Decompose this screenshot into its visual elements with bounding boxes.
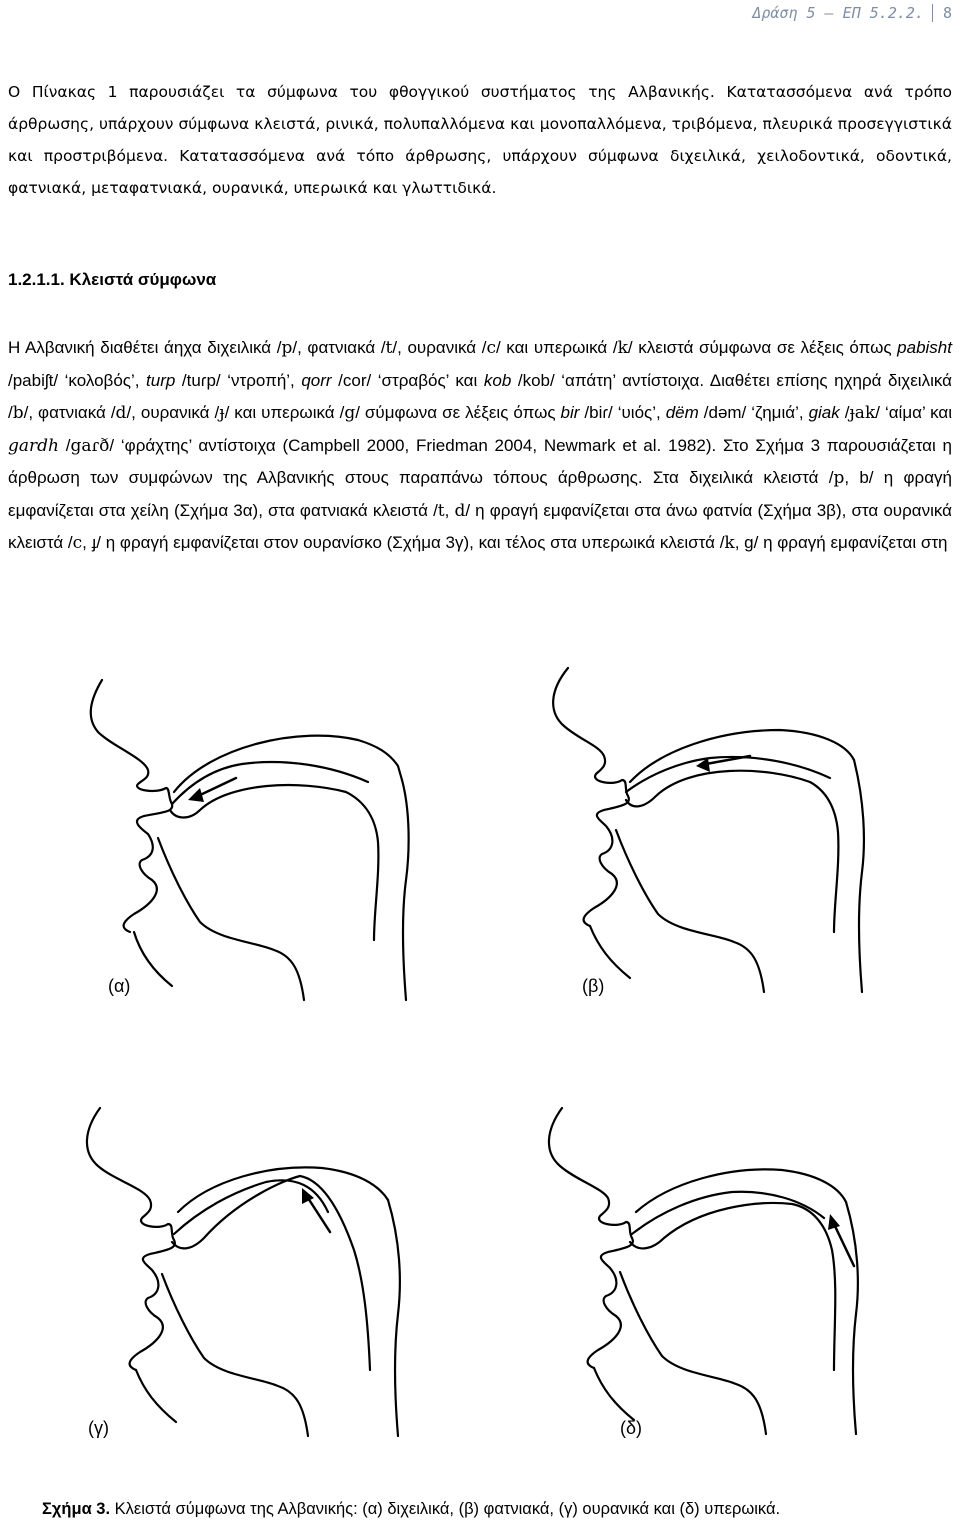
ipa-symbol: t xyxy=(437,500,445,521)
face-profile xyxy=(87,1108,175,1370)
header-divider xyxy=(932,4,933,22)
text-run: / ‘αίμα’ και xyxy=(875,403,952,422)
palate-outline xyxy=(178,1167,388,1212)
text-run: /dəm/ ‘ζημιά’, xyxy=(698,403,809,422)
neck-line xyxy=(134,932,172,986)
text-run: , xyxy=(444,500,455,520)
text-run: / η φραγή εμφανίζεται στα άνω φατνία (Σχήμα 3β), στα ουρανικά κλειστά / xyxy=(8,500,952,552)
text-run: /, ουρανικά / xyxy=(392,338,487,357)
header-title: Δράση 5 – ΕΠ 5.2.2. xyxy=(752,4,924,22)
figure-label-d: (δ) xyxy=(620,1418,643,1438)
tongue-outline xyxy=(630,1203,835,1370)
text-run: / και υπερωικά / xyxy=(224,403,345,422)
pharynx-wall xyxy=(846,1202,858,1434)
text-run: , ɟ/ η φραγή εμφανίζεται στον ουρανίσκο (Σχήμα 3γ), και τέλος στα υπερωικά κλειστά / xyxy=(82,533,725,552)
lower-jaw xyxy=(162,1274,308,1436)
face-profile xyxy=(549,1108,633,1368)
ipa-symbol: p xyxy=(281,338,293,358)
text-run: Η Αλβανική διαθέτει άηχα διχειλικά / xyxy=(8,338,282,357)
figure-alveolar-diagram xyxy=(520,660,920,1000)
albanian-word: giak xyxy=(808,403,840,422)
lower-jaw xyxy=(158,838,304,1000)
figure-caption xyxy=(42,1500,780,1519)
tongue-outline xyxy=(172,1176,370,1370)
neck-line xyxy=(594,1368,634,1420)
text-run: / και υπερωικά / xyxy=(495,338,618,357)
ipa-symbol: b xyxy=(12,403,24,423)
lower-jaw xyxy=(620,1272,766,1434)
text-run: /, φατνιακά / xyxy=(23,403,116,422)
ipa-symbol: d xyxy=(454,500,466,521)
pharynx-wall xyxy=(388,1200,400,1436)
page-header xyxy=(752,4,952,22)
ipa-symbol: ɟ xyxy=(219,403,225,423)
text-run: , g/ η φραγή εμφανίζεται στη xyxy=(734,533,948,552)
text-run: /kob/ ‘απάτη’ αντίστοιχα. Διαθέτει επίσης ηχηρά διχειλικά / xyxy=(8,370,952,422)
upper-jaw xyxy=(174,1180,328,1234)
text-run: /cor/ ‘στραβός’ και xyxy=(331,370,484,390)
albanian-word: qorr xyxy=(301,370,332,390)
albanian-word: pabisht xyxy=(897,338,952,357)
arrow-head xyxy=(828,1214,840,1230)
ipa-symbol: g xyxy=(344,403,356,423)
palate-outline xyxy=(174,736,402,792)
text-run: /, ουρανικά / xyxy=(126,403,220,422)
text-run: / xyxy=(58,435,71,455)
neck-line xyxy=(136,1370,176,1422)
figure-palatal-diagram xyxy=(60,1100,460,1440)
arrow-head xyxy=(188,788,204,802)
section-heading: 1.2.1.1. Κλειστά σύμφωνα xyxy=(8,270,217,289)
figure-bilabial-diagram xyxy=(60,670,460,1010)
neck-line xyxy=(590,926,630,978)
arrow-line xyxy=(308,1198,330,1232)
albanian-word: dëm xyxy=(665,403,699,422)
albanian-word: gardh xyxy=(8,435,59,456)
ipa-symbol: d xyxy=(115,403,127,423)
intro-paragraph: Ο Πίνακας 1 παρουσιάζει τα σύμφωνα του φθογγικού συστήματος της Αλβανικής. Κατατασσόμενα ανά τρόπο άρθρωσης, υπάρχουν σύμφωνα κλειστά, ρινικά, πολυπαλλόμενα και μονοπαλλόμενα, τριβόμενα, πλευρικά προσεγγιστικά και προστριβόμενα. Κατατασσόμενα ανά τόπο άρθρωσης, υπάρχουν σύμφωνα διχειλικά, χειλοδοντικά, οδοντικά, φατνιακά, μεταφατνιακά, ουρανικά, υπερωικά και γλωττιδικά. xyxy=(8,83,952,197)
text-run: / κλειστά σύμφωνα σε λέξεις όπως xyxy=(627,338,898,357)
text-run: , b/ η φραγή εμφανίζεται στα χείλη (Σχήμα 3α), στα φατνιακά κλειστά / xyxy=(8,468,952,520)
albanian-word: turp xyxy=(146,370,176,390)
upper-jaw xyxy=(626,757,830,792)
caption-text: Κλειστά σύμφωνα της Αλβανικής: (α) διχειλικά, (β) φατνιακά, (γ) ουρανικά και (δ) υπερωικά. xyxy=(110,1500,781,1518)
albanian-word: bir xyxy=(560,403,580,422)
ipa-transcription: gaɾð xyxy=(70,435,110,456)
face-profile xyxy=(553,668,629,926)
text-run: / ‘φράχτης’ αντίστοιχα (Campbell 2000, Friedman 2004, Newmark et al. 1982). Στο Σχήμα 3 παρουσιάζεται η άρθρωση των συμφώνων της Αλβανικής στους παραπάνω τόπους άρθρωσης. Στα διχειλικά κλειστά / xyxy=(8,435,952,487)
pharynx-wall xyxy=(402,780,409,1000)
ipa-symbol: k xyxy=(617,338,628,358)
text-run: /tuɾp/ ‘ντροπή’, xyxy=(175,370,302,390)
text-run: /, φατνιακά / xyxy=(292,338,386,357)
albanian-word: kob xyxy=(483,370,512,390)
text-run: / σύμφωνα σε λέξεις όπως xyxy=(355,403,561,422)
ipa-symbol: c xyxy=(72,533,83,553)
figure-velar-diagram xyxy=(520,1100,920,1440)
upper-jaw xyxy=(632,1192,824,1234)
text-run: /pabiʃt/ ‘κολοβός’, xyxy=(8,370,147,390)
tongue-outline xyxy=(626,771,838,932)
text-run: /biɾ/ ‘υιός’, xyxy=(579,403,666,422)
figure-label-c: (γ) xyxy=(88,1418,109,1438)
page-number: 8 xyxy=(942,4,952,22)
face-profile xyxy=(91,680,172,932)
ipa-transcription: ɟak xyxy=(849,403,876,423)
ipa-symbol: k xyxy=(724,533,735,553)
ipa-symbol: c xyxy=(486,338,496,358)
pharynx-wall xyxy=(854,760,864,992)
body-paragraph xyxy=(8,332,952,560)
ipa-symbol: p xyxy=(833,468,845,488)
text-run: / xyxy=(839,403,850,422)
ipa-symbol: t xyxy=(385,338,393,358)
caption-label: Σχήμα 3. xyxy=(42,1500,111,1518)
tongue-outline xyxy=(170,785,378,940)
figure-label-b: (β) xyxy=(582,976,605,996)
lower-jaw xyxy=(616,830,764,992)
figure-label-a: (α) xyxy=(108,976,131,996)
arrow-line xyxy=(834,1224,854,1266)
